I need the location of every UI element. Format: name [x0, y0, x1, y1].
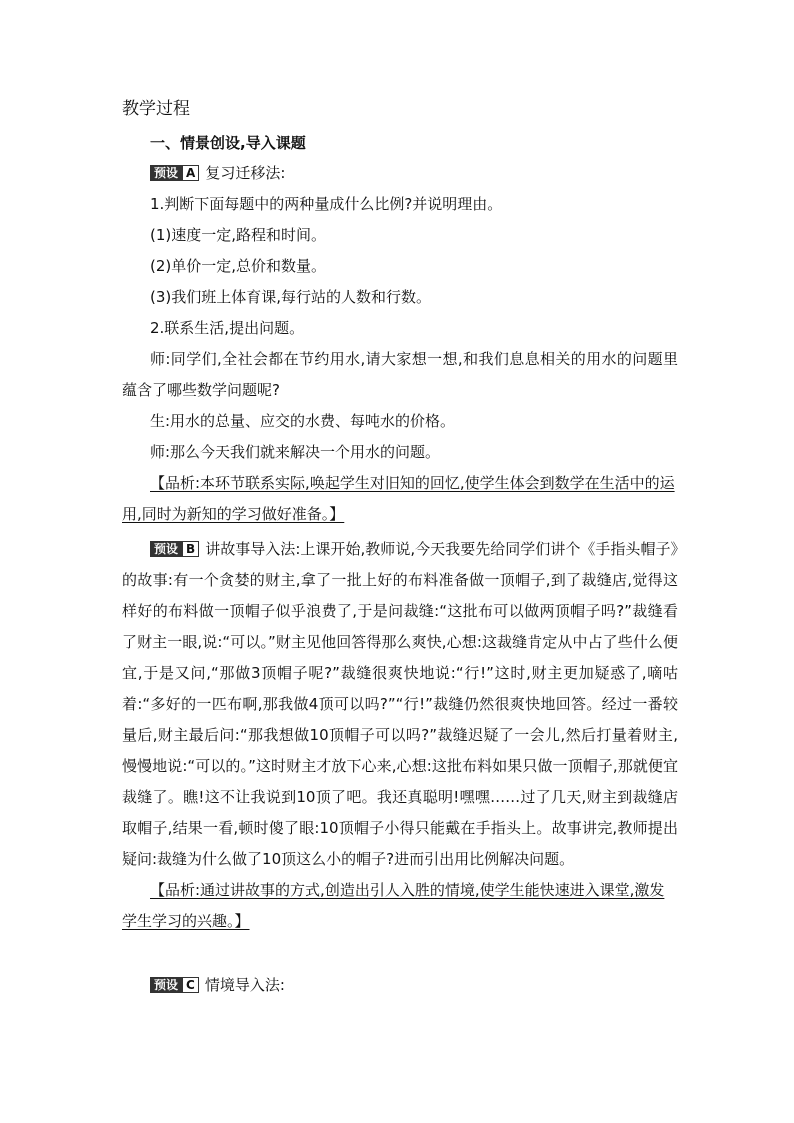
preset-b-story: [122, 534, 678, 875]
preset-c-block: [122, 970, 678, 1001]
preset-b-text: 讲故事导入法:上课开始,教师说,今天我要先给同学们讲个《手指头帽子》的故事:有一个贪婪的财主,拿了一批上好的布料准备做一顶帽子,到了裁缝店,觉得这样好的布料做一顶帽子似乎浪费了,于是问裁缝:“这批布可以做两顶帽子吗?”裁缝看了财主一眼,说:“可以。”财主见他回答得那么爽快,心想:这裁缝肯定从中占了些什么便宜,于是又问,“那做3顶帽子呢?”裁缝很爽快地说:“行!”这时,财主更加疑惑了,嘀咕着:“多好的一匹布啊,那我做4顶可以吗?”“行!”裁缝仍然很爽快地回答。经过一番较量后,财主最后问:“那我想做10顶帽子可以吗?”裁缝迟疑了一会儿,然后打量着财主,慢慢地说:“可以的。”这时财主才放下心来,心想:这批布料如果只做一顶帽子,那就便宜裁缝了。瞧!这不让我说到10顶了吧。我还真聪明!嘿嘿……过了几天,财主到裁缝店取帽子,结果一看,顿时傻了眼:10顶帽子小得只能戴在手指头上。故事讲完,教师提出疑问:裁缝为什么做了10顶这么小的帽子?进而引出用比例解决问题。: [122, 540, 678, 868]
preset-badge-a: 预设 A: [150, 165, 199, 181]
preset-a-line: 1.判断下面每题中的两种量成什么比例?并说明理由。: [150, 195, 503, 213]
preset-a-line: 2.联系生活,提出问题。: [150, 319, 305, 337]
preset-b-analysis: 【品析:通过讲故事的方式,创造出引人入胜的情境,使学生能快速进入课堂,激发学生学习的兴趣。】: [122, 881, 665, 930]
page-heading: 教学过程: [122, 99, 190, 119]
preset-a-line: (2)单价一定,总价和数量。: [150, 257, 327, 275]
preset-a-line: 师:那么今天我们就来解决一个用水的问题。: [150, 443, 441, 461]
preset-a-line: 生:用水的总量、应交的水费、每吨水的价格。: [150, 412, 456, 430]
preset-a-title-line: [122, 158, 678, 189]
preset-badge-c: 预设 C: [150, 977, 199, 993]
preset-a-line: (1)速度一定,路程和时间。: [150, 226, 327, 244]
preset-c-title: 情境导入法:: [204, 976, 285, 994]
preset-a-title: 复习迁移法:: [205, 164, 286, 182]
section-title: 一、情景创设,导入课题: [150, 134, 306, 152]
preset-badge-b: 预设 B: [150, 541, 199, 557]
preset-a-line: 师:同学们,全社会都在节约用水,请大家想一想,和我们息息相关的用水的问题里蕴含了哪些数学问题呢?: [122, 350, 678, 399]
preset-a-line: (3)我们班上体育课,每行站的人数和行数。: [150, 288, 432, 306]
preset-b-block: [122, 534, 678, 937]
preset-c-title-line: [122, 970, 678, 1001]
preset-a-block: [122, 158, 678, 530]
preset-a-analysis: 【品析:本环节联系实际,唤起学生对旧知的回忆,使学生体会到数学在生活中的运用,同时为新知的学习做好准备。】: [122, 474, 675, 523]
